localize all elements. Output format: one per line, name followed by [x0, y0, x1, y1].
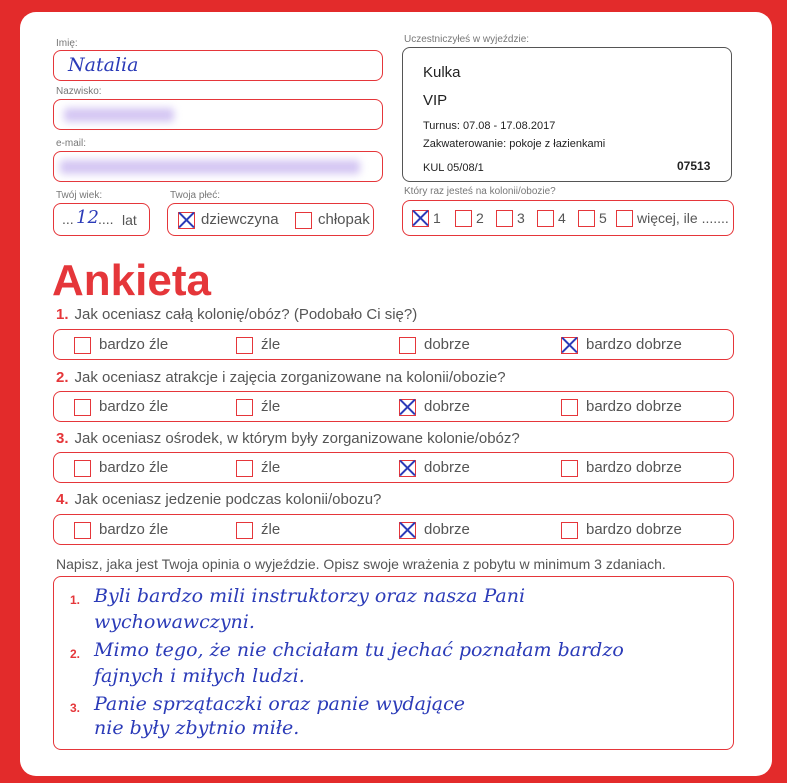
q4-checkbox-dobrze[interactable]	[399, 522, 416, 539]
opinion-line-1-number: 1.	[70, 593, 81, 607]
question-1-number: 1.	[56, 306, 69, 323]
gender-field	[167, 203, 374, 236]
q3-option-bardzo-dobrze: bardzo dobrze	[586, 459, 682, 476]
q3-checkbox-bardzo-dobrze[interactable]	[561, 460, 578, 477]
surname-field[interactable]	[53, 99, 383, 130]
question-2-text: Jak oceniasz atrakcje i zajęcia zorganizowane na kolonii/obozie?	[74, 369, 506, 386]
q4-checkbox-bardzo-dobrze[interactable]	[561, 522, 578, 539]
option-times-5: 5	[599, 210, 607, 226]
option-times-1: 1	[433, 210, 441, 226]
q4-checkbox-zle[interactable]	[236, 522, 253, 539]
turnus-label: Turnus:	[423, 120, 460, 132]
q1-checkbox-bardzo-zle[interactable]	[74, 337, 91, 354]
q4-checkbox-bardzo-zle[interactable]	[74, 522, 91, 539]
q2-option-bardzo-zle: bardzo źle	[99, 398, 169, 415]
checkbox-times-4[interactable]	[537, 210, 554, 227]
opinion-textarea[interactable]	[53, 576, 734, 750]
option-times-4: 4	[558, 210, 566, 226]
stamp-name: Kulka	[423, 64, 461, 81]
redacted-surname	[64, 108, 174, 122]
times-field	[402, 200, 734, 236]
opinion-prompt: Napisz, jaka jest Twoja opinia o wyjeździe. Opisz swoje wrażenia z pobytu w minimum 3 zdaniach.	[56, 556, 666, 572]
checkbox-times-more[interactable]	[616, 210, 633, 227]
q4-option-bardzo-zle: bardzo źle	[99, 521, 169, 538]
option-dziewczyna: dziewczyna	[201, 211, 279, 228]
question-1-text: Jak oceniasz całą kolonię/obóz? (Podobało Ci się?)	[74, 306, 418, 323]
opinion-line-3-text: Mimo tego, że nie chciałam tu jechać poznałam bardzo	[94, 639, 624, 661]
q1-option-bardzo-dobrze: bardzo dobrze	[586, 336, 682, 353]
opinion-line-1-text: Byli bardzo mili instruktorzy oraz nasza Pani	[94, 585, 526, 607]
age-field[interactable]	[53, 203, 150, 236]
name-field[interactable]	[53, 50, 383, 81]
age-unit: lat	[122, 212, 137, 228]
q2-option-zle: źle	[261, 398, 281, 415]
answer-row-3	[53, 452, 734, 483]
q2-option-bardzo-dobrze: bardzo dobrze	[586, 398, 682, 415]
redacted-email	[60, 160, 360, 174]
option-times-3: 3	[517, 210, 525, 226]
q4-option-bardzo-dobrze: bardzo dobrze	[586, 521, 682, 538]
stamp-number: 07513	[677, 159, 711, 173]
opinion-line-2	[94, 611, 255, 641]
option-chlopak: chłopak	[318, 211, 370, 228]
checkbox-chlopak[interactable]	[295, 212, 312, 229]
opinion-line-2-text: wychowawczyni.	[94, 611, 255, 633]
age-label: Twój wiek:	[56, 190, 103, 201]
q1-checkbox-bardzo-dobrze[interactable]	[561, 337, 578, 354]
opinion-line-5-text: Panie sprzątaczki oraz panie wydające	[94, 693, 466, 715]
q3-checkbox-bardzo-zle[interactable]	[74, 460, 91, 477]
q3-option-bardzo-zle: bardzo źle	[99, 459, 169, 476]
stamp-turnus	[423, 120, 555, 132]
times-label: Który raz jesteś na kolonii/obozie?	[404, 186, 556, 197]
stamp-category: VIP	[423, 92, 448, 109]
accom-label: Zakwaterowanie:	[423, 138, 507, 150]
checkbox-times-1[interactable]	[412, 210, 429, 227]
q1-checkbox-zle[interactable]	[236, 337, 253, 354]
question-3	[56, 430, 520, 447]
q3-checkbox-zle[interactable]	[236, 460, 253, 477]
q2-option-dobrze: dobrze	[424, 398, 470, 415]
name-label: Imię:	[56, 38, 78, 49]
q3-option-zle: źle	[261, 459, 281, 476]
question-2	[56, 369, 506, 386]
turnus-value: 07.08 - 17.08.2017	[462, 120, 556, 132]
q3-checkbox-dobrze[interactable]	[399, 460, 416, 477]
opinion-line-3-number: 2.	[70, 647, 81, 661]
question-4	[56, 491, 381, 508]
participated-label: Uczestniczyłeś w wyjeździe:	[404, 34, 530, 45]
age-value: 12	[76, 207, 99, 228]
stamp-accom	[423, 138, 605, 150]
gender-label: Twoja płeć:	[170, 190, 221, 201]
question-3-number: 3.	[56, 430, 69, 447]
email-label: e-mail:	[56, 138, 87, 149]
age-dots-2: ....	[98, 211, 114, 227]
q1-option-bardzo-zle: bardzo źle	[99, 336, 169, 353]
answer-row-2	[53, 391, 734, 422]
q1-option-zle: źle	[261, 336, 281, 353]
age-dots: ...	[62, 211, 74, 227]
q4-option-dobrze: dobrze	[424, 521, 470, 538]
opinion-line-5-number: 3.	[70, 701, 81, 715]
q1-option-dobrze: dobrze	[424, 336, 470, 353]
opinion-line-4	[94, 665, 305, 695]
q1-checkbox-dobrze[interactable]	[399, 337, 416, 354]
checkbox-times-2[interactable]	[455, 210, 472, 227]
q2-checkbox-bardzo-dobrze[interactable]	[561, 399, 578, 416]
answer-row-4	[53, 514, 734, 545]
q2-checkbox-dobrze[interactable]	[399, 399, 416, 416]
surname-label: Nazwisko:	[56, 86, 102, 97]
answer-row-1	[53, 329, 734, 360]
opinion-line-6	[94, 717, 299, 747]
q3-option-dobrze: dobrze	[424, 459, 470, 476]
accom-value: pokoje z łazienkami	[509, 138, 606, 150]
option-times-more: więcej, ile .......	[637, 210, 729, 226]
stamp-code: KUL 05/08/1	[423, 162, 484, 174]
camp-stamp	[402, 47, 732, 182]
checkbox-times-5[interactable]	[578, 210, 595, 227]
option-times-2: 2	[476, 210, 484, 226]
q2-checkbox-bardzo-zle[interactable]	[74, 399, 91, 416]
question-1	[56, 306, 417, 323]
name-value: Natalia	[68, 54, 139, 76]
q4-option-zle: źle	[261, 521, 281, 538]
opinion-line-4-text: fajnych i miłych ludzi.	[94, 665, 305, 687]
checkbox-dziewczyna[interactable]	[178, 212, 195, 229]
question-2-number: 2.	[56, 369, 69, 386]
question-3-text: Jak oceniasz ośrodek, w którym były zorganizowane kolonie/obóz?	[74, 430, 520, 447]
survey-title: Ankieta	[52, 256, 211, 305]
question-4-number: 4.	[56, 491, 69, 508]
question-4-text: Jak oceniasz jedzenie podczas kolonii/obozu?	[74, 491, 382, 508]
q2-checkbox-zle[interactable]	[236, 399, 253, 416]
checkbox-times-3[interactable]	[496, 210, 513, 227]
opinion-line-6-text: nie były zbytnio miłe.	[94, 717, 300, 739]
email-field[interactable]	[53, 151, 383, 182]
